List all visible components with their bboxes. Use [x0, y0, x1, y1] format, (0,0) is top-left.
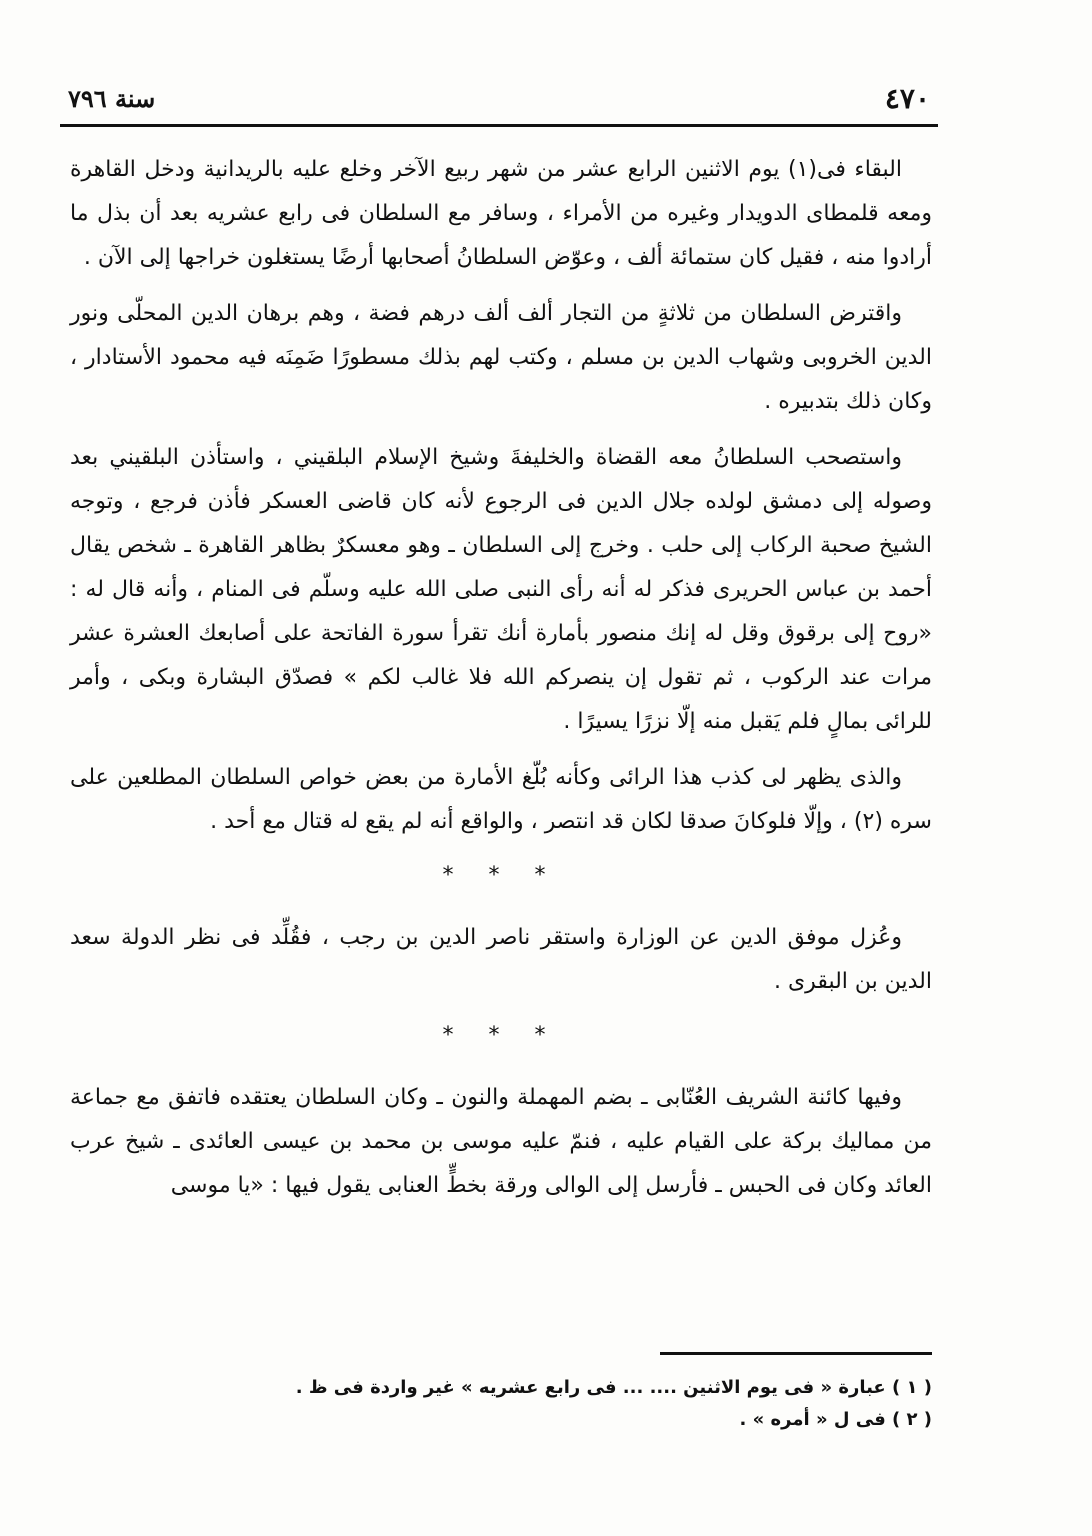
paragraph-5: وعُزل موفق الدين عن الوزارة واستقر ناصر الدين بن رجب ، فقُلِّد فى نظر الدولة سعد الدين بن البقرى . [70, 925, 932, 994]
footnote-2: ( ٢ ) فى ل « أمره » . [739, 1409, 932, 1430]
page-header [60, 82, 938, 122]
paragraph-4: والذى يظهر لى كذب هذا الرائى وكأنه بُلّغ الأمارة من بعض خواص السلطان المطلعين على سره (٢) ، وإلّا فلوكانَ صدقا لكان قد انتصر ، والواقع أنه لم يقع له قتال مع أحد . [70, 765, 932, 834]
paragraph-3: واستصحب السلطانُ معه القضاة والخليفةَ وشيخ الإسلام البلقيني ، واستأذن البلقيني بعد وصوله إلى دمشق لولده جلال الدين فى الرجوع لأنه كان قاضى العسكر فأذن فرجع ، وتوجه الشيخ صحبة الركاب إلى حلب . وخرج إلى السلطان ـ وهو معسكرٌ بظاهر القاهرة ـ شخص يقال أحمد بن عباس الحريرى فذكر له أنه رأى النبى صلى الله عليه وسلّم فى المنام ، وأنه قال له : «روح إلى برقوق وقل له إنك منصور بأمارة أنك تقرأ سورة الفاتحة على أصابعك العشرة عشر مرات عند الركوب ، ثم تقول إن ينصركم الله فلا غالب لكم » فصدّق البشارة وبكى ، وأمر للرائى بمالٍ فلم يَقبل منه إلّا نزرًا يسيرًا . [70, 445, 932, 734]
footnotes [70, 1372, 932, 1436]
section-separator: * * * [442, 863, 560, 888]
paragraph-6: وفيها كائنة الشريف العُنّابى ـ بضم المهملة والنون ـ وكان السلطان يعتقده فاتفق مع جماعة من مماليك بركة على القيام عليه ، فنمّ عليه موسى بن محمد بن عيسى العائدى ـ شيخ عرب العائد وكان فى الحبس ـ فأرسل إلى الوالى ورقة بخطٍّ العنابى يقول فيها : «يا موسى [70, 1085, 932, 1198]
page-number: ٤٧٠ [884, 82, 930, 115]
section-separator: * * * [442, 1023, 560, 1048]
footnote-1: ( ١ ) عبارة « فى يوم الاثنين .... ... فى رابع عشريه » غير واردة فى ظ . [295, 1377, 932, 1398]
body-text [70, 148, 932, 1220]
header-rule [60, 124, 938, 127]
paragraph-2: واقترض السلطان من ثلاثةٍ من التجار ألف ألف درهم فضة ، وهم برهان الدين المحلّى ونور الدين الخروبى وشهاب الدين بن مسلم ، وكتب لهم بذلك مسطورًا ضَمِنَه فيه محمود الأستادار ، وكان ذلك بتدبيره . [70, 301, 932, 414]
footnote-rule [660, 1352, 932, 1355]
paragraph-1: البقاء فى(١) يوم الاثنين الرابع عشر من شهر ربيع الآخر وخلع عليه بالريدانية ودخل القاهرة ومعه قلمطاى الدويدار وغيره من الأمراء ، وسافر مع السلطان فى رابع عشريه بعد أن بذل ما أرادوا منه ، فقيل كان ستمائة ألف ، وعوّض السلطانُ أصحابها أرضًا يستغلون خراجها إلى الآن . [70, 157, 932, 270]
running-head-year: سنة ٧٩٦ [68, 84, 156, 113]
